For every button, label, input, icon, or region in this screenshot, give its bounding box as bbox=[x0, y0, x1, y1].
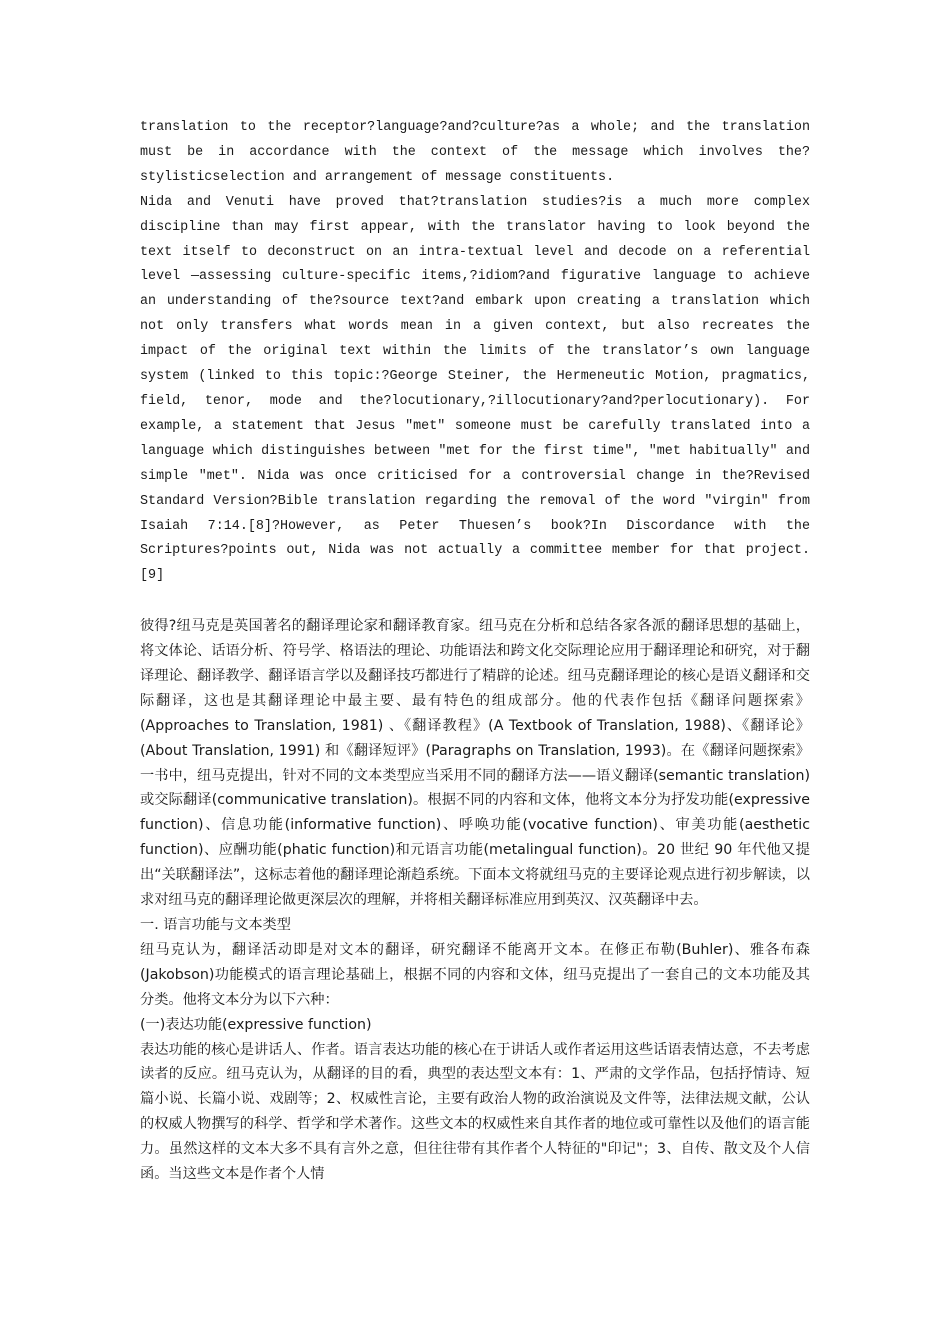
paragraph-spacer bbox=[140, 589, 810, 614]
section-heading-language-functions: 一. 语言功能与文本类型 bbox=[140, 916, 291, 933]
english-paragraph-2: Nida and Venuti have proved that?translation studies?is a much more complex discipline than may first appear, with the translator having to look beyond the text itself to deconstruct on an intra-textual level and decode on a referential level —assessing culture-specific items,?idiom?and figurative language to achieve an understanding of the?source text?and embark upon creating a translation which not only transfers what words mean in a given context, but also recreates the impact of the original text within the limits of the translator’s own language system (linked to this topic:?George Steiner, the Hermeneutic Motion, pragmatics, field, tenor, mode and the?locutionary,?illocutionary?and?perlocutionary). For example, a statement that Jesus "met" someone must be carefully translated into a language which distinguishes between "met for the first time", "met habitually" and simple "met". Nida was once criticised for a controversial change in the?Revised Standard Version?Bible translation regarding the removal of the word "virgin" from Isaiah 7:14.[8]?However, as Peter Thuesen’s book?In Discordance with the Scriptures?points out, Nida was not actually a committee member for that project.[9] bbox=[140, 194, 810, 584]
chinese-paragraph-text-types: 纽马克认为，翻译活动即是对文本的翻译，研究翻译不能离开文本。在修正布勒(Buhler)、雅各布森(Jakobson)功能模式的语言理论基础上，根据不同的内容和文体，纽马克提出了一套自己的文本功能及其分类。他将文本分为以下六种： bbox=[140, 941, 810, 1008]
document-page bbox=[140, 116, 810, 1187]
english-paragraph-1: translation to the receptor?language?and?culture?as a whole; and the translation must be in accordance with the context of the message which involves the?stylisticselection and arrangement of message constituents. bbox=[140, 120, 810, 185]
chinese-paragraph-expressive-function: 表达功能的核心是讲话人、作者。语言表达功能的核心在于讲话人或作者运用这些话语表情达意，不去考虑读者的反应。纽马克认为，从翻译的目的看，典型的表达型文本有：1、严肃的文学作品，包括抒情诗、短篇小说、长篇小说、戏剧等；2、权威性言论，主要有政治人物的政治演说及文件等，法律法规文献，公认的权威人物撰写的科学、哲学和学术著作。这些文本的权威性来自其作者的地位或可靠性以及他们的语言能力。虽然这样的文本大多不具有言外之意，但往往带有其作者个人特征的"印记"；3、自传、散文及个人信函。当这些文本是作者个人情 bbox=[140, 1041, 810, 1183]
chinese-intro-paragraph: 彼得?纽马克是英国著名的翻译理论家和翻译教育家。纽马克在分析和总结各家各派的翻译思想的基础上，将文体论、话语分析、符号学、格语法的理论、功能语法和跨文化交际理论应用于翻译理论和研究，对于翻译理论、翻译教学、翻译语言学以及翻译技巧都进行了精辟的论述。纽马克翻译理论的核心是语义翻译和交际翻译，这也是其翻译理论中最主要、最有特色的组成部分。他的代表作包括《翻译问题探索》(Approaches to Translation, 1981) 、《翻译教程》(A Textbook of Translation, 1988)、《翻译论》(About Translation, 1991) 和《翻译短评》(Paragraphs on Translation, 1993)。在《翻译问题探索》一书中，纽马克提出，针对不同的文本类型应当采用不同的翻译方法——语义翻译(semantic translation) 或交际翻译(communicative translation)。根据不同的内容和文体，他将文本分为抒发功能(expressive function)、信息功能(informative function)、呼唤功能(vocative function)、审美功能(aesthetic function)、应酬功能(phatic function)和元语言功能(metalingual function)。20 世纪 90 年代他又提出“关联翻译法”，这标志着他的翻译理论渐趋系统。下面本文将就纽马克的主要译论观点进行初步解读，以求对纽马克的翻译理论做更深层次的理解，并将相关翻译标准应用到英汉、汉英翻译中去。 bbox=[140, 618, 810, 909]
subsection-heading-expressive-function: (一)表达功能(expressive function) bbox=[140, 1016, 372, 1033]
